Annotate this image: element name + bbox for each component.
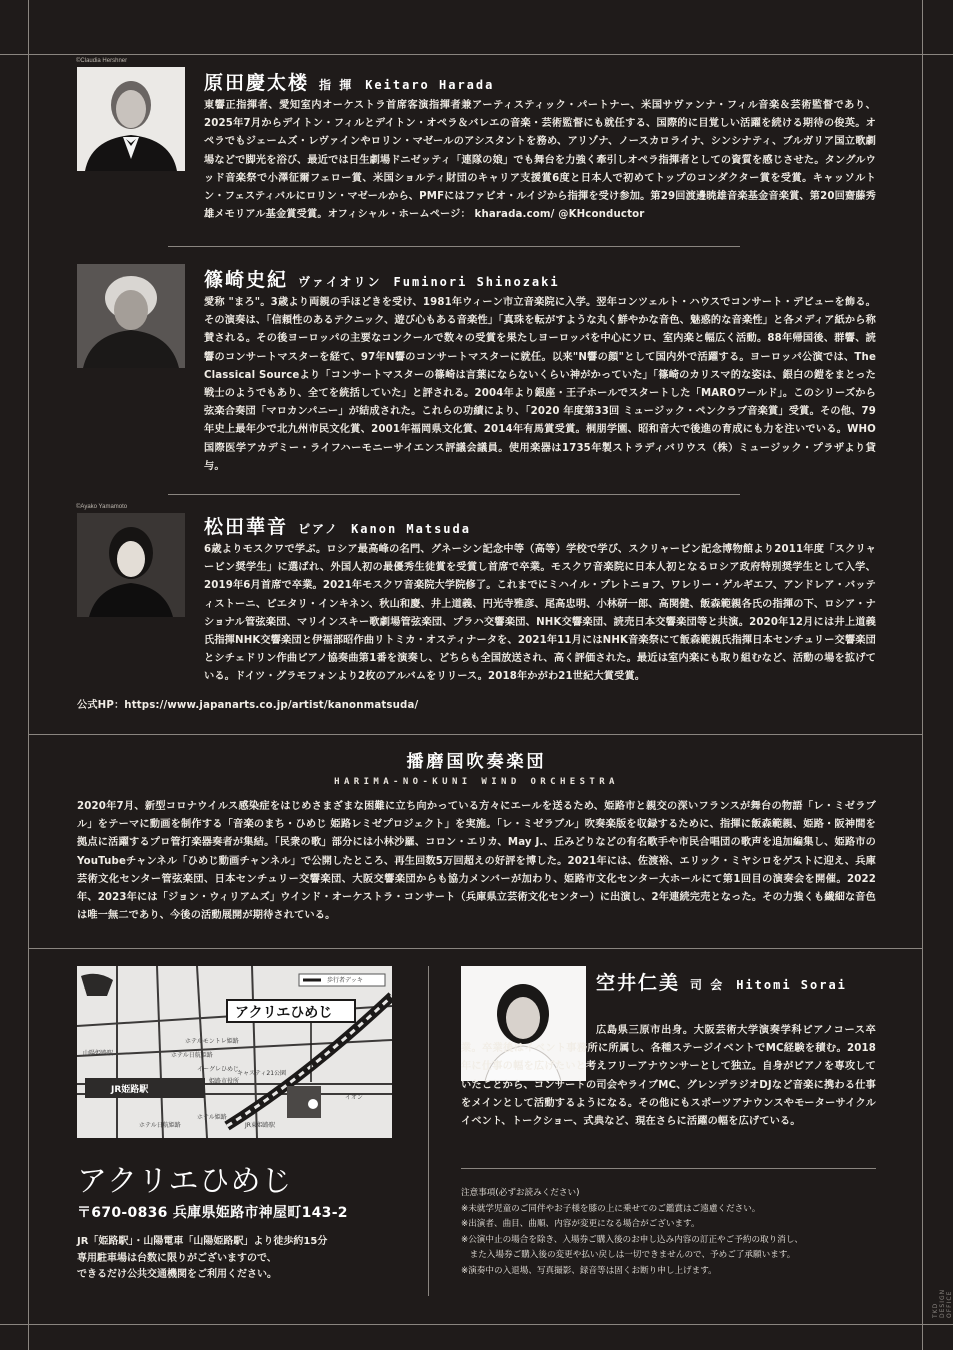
note-item: また入場券ご購入後の変更や払い戻しは一切できませんので、予めご了承願います。 <box>461 1250 796 1261</box>
name-ja: 松田華音 <box>204 516 289 538</box>
frame-line-right <box>922 0 923 1350</box>
performer-name-harada <box>204 68 494 95</box>
bio-matsuda: 6歳よりモスクワで学ぶ。ロシア最高峰の名門、グネーシン記念中等（高等）学校で学び、スクリャービン記念博物館より2011年度「スクリャービン奨学生」に選ばれ、外国人初の最優秀生徒賞を受賞し首席で卒業。モスクワ音楽院に日本人初となるロシア政府特別奨学生として入学、2019年6月首席で卒業。2021年モスクワ音楽院大学院修了。これまでにミハイル・プレトニョフ、ワレリー・ゲルギエフ、アンドレア・バッティストーニ、ピエタリ・インキネン、秋山和慶、井上道義、円光寺雅彦、尾高忠明、小林研一郎、高関健、飯森範親各氏の指揮の下、ロシア・ナショナル管弦楽団、マリインスキー歌劇場管弦楽団、プラハ交響楽団、NHK交響楽団、読売日本交響楽団等と共演。2020年12月には井上道義氏指揮NHK交響楽団と伊福部昭作曲リトミカ・オスティナータを、2021年11月にはNHK音楽祭にて飯森範親氏指揮日本センチュリー交響楽団とシチェドリン作曲ピアノ協奏曲第1番を演奏し、どちらも全国放送され、高く評価された。最近は室内楽にも取り組むなど、活動の場を拡げている。ドイツ・グラモフォンより2枚のアルバムをリリース。2018年かがわ21世紀大賞受賞。 <box>204 544 876 683</box>
venue-name: アクリエひめじ <box>77 1165 293 1198</box>
map-label: 姫路市役所 <box>209 1078 240 1085</box>
name-ja: 空井仁美 <box>596 972 681 994</box>
section-divider-5 <box>461 1168 876 1169</box>
performer-name-matsuda <box>204 512 471 539</box>
photo-credit-harada: ©Claudia Hershner <box>76 58 128 64</box>
venue-map <box>77 966 392 1138</box>
frame-line-top <box>0 54 953 55</box>
section-divider-1 <box>168 246 740 247</box>
bio-shinozaki: 愛称 "まろ"。3歳より両親の手ほどきを受け、1981年ウィーン市立音楽院に入学。翌年コンツェルト・ハウスでコンサート・デビューを飾る。その演奏は、「信頼性のあるテクニック、遊び心もある音楽性」「真珠を転がすような丸く鮮やかな音色、魅惑的な音楽性」と各メディア紙から称賛される。その後ヨーロッパの主要なコンクールで数々の受賞を果たしヨーロッパを中心にソロ、室内楽と幅広く活動。88年帰国後、群響、読響のコンサートマスターを経て、97年N響のコンサートマスターに就任。以来"N響の顔"として国内外で活躍する。ヨーロッパ公演では、The Classical Sourceより「コンサートマスターの篠崎は言葉にならないくらい神がかっていた」「篠崎のカリスマ的な姿は、銀白の鎧をまとった戦士のようでもあり、全てを統括していた」と評される。2004年より銀座・王子ホールでスタートした「MAROワールド」。このシリーズから弦楽合奏団「マロカンパニー」が結成された。これらの功績により、「2020 年度第33回 ミュージック・ペンクラブ音楽賞」受賞。その他、79年史上最年少で北九州市民文化賞、2001年福岡県文化賞、2014年有馬賞受賞。桐朋学園、昭和音大で後進の育成にも力を注いでいる。WHO国際医学アカデミー・ライフハーモニーサイエンス評議会議員。使用楽器は1735年製ストラディバリウス（株）ミュージック・プラザより貸与。 <box>204 297 876 472</box>
map-venue-label: アクリエひめじ <box>235 1005 333 1021</box>
note-item: ※公演中止の場合を除き、入場券ご購入後のお申し込み内容の訂正やご予約の取り消し、 <box>461 1234 804 1245</box>
column-divider <box>428 966 429 1296</box>
portrait-shinozaki <box>77 264 185 368</box>
notes-title: 注意事項(必ずお読みください) <box>461 1188 580 1198</box>
map-label: JR東姫路駅 <box>245 1122 275 1129</box>
map-label: ホテル姫路 <box>197 1114 227 1121</box>
section-divider-4 <box>28 948 922 949</box>
frame-line-bottom <box>0 1324 953 1325</box>
orchestra-bio: 2020年7月、新型コロナウイルス感染症をはじめさまざまな困難に立ち向かっている方々にエールを送るため、姫路市と親交の深いフランスが舞台の物語「レ・ミゼラブル」をテーマに動画を制作する「音楽のまち・ひめじ 姫路レミゼプロジェクト」を実施。「レ・ミゼラブル」吹奏楽版を収録するために、指揮に飯森範親、姫路・阪神間を拠点に活躍するプロ管打楽器奏者が集結。「民衆の歌」部分には小林沙羅、コロン・エリカ、May J.、丘みどりなどの有名歌手や市民合唱団の歌声を追加編集し、姫路市のYouTubeチャンネル「ひめじ動画チャンネル」で公開したところ、再生回数5万回超えの好評を博した。2021年には、佐渡裕、エリック・ミヤシロをゲストに迎え、兵庫芸術文化センター管弦楽団、日本センチュリー交響楽団、大阪交響楽団からも協力メンバーが加わり、姫路市文化センター大ホールにて第1回目の演奏会を開催。2022年、2023年には「ジョン・ウィリアムズ」ウインド・オーケストラ・コンサート（兵庫県立芸術文化センター）に出演し、2年連続完売となった。その力強くも繊細な音色は唯一無二であり、今後の活動展開が期待されている。 <box>77 801 876 922</box>
map-label: ホテルモントレ姫路 <box>185 1038 239 1045</box>
portrait-harada <box>77 67 185 171</box>
name-ja: 原田慶太楼 <box>204 72 310 94</box>
map-label: イーグレひめじ <box>197 1066 240 1073</box>
notes <box>461 1186 881 1280</box>
role: ヴァイオリン <box>298 275 382 289</box>
access-info <box>77 1234 327 1284</box>
section-divider-3 <box>28 734 922 735</box>
role: 指 揮 <box>319 78 354 92</box>
orchestra-name: 播磨国吹奏楽団 <box>406 752 547 772</box>
name-en: Keitaro Harada <box>365 78 495 92</box>
role: ピアノ <box>298 522 340 536</box>
photo-credit-matsuda: ©Ayako Yamamoto <box>76 504 128 510</box>
name-en: Kanon Matsuda <box>351 522 471 536</box>
note-item: ※出演者、曲目、曲順、内容が変更になる場合がございます。 <box>461 1219 700 1230</box>
map-legend: 歩行者デッキ <box>327 977 363 984</box>
host-name <box>596 968 847 995</box>
section-divider-2 <box>168 494 740 495</box>
map-label: イオン <box>345 1094 363 1101</box>
matsuda-website[interactable]: 公式HP：https://www.japanarts.co.jp/artist/kanonmatsuda/ <box>77 700 419 711</box>
host-bio-lead: 広島県三原市出身。大阪芸術大学演奏学科ピアノコース卒業。卒業後はイベント事務所に所属し、各種ステージイベントでMC経験を積む。2018年に仕事の幅を広げたいと考えフリーアナウンサーとして独立。自身がピアノを専攻していたことから、コンサートの司会やライブMC、グレンデラジオDJなど音楽に携わる仕事をメインとして活動するようになる。その他にもスポーツアナウンスやモーターサイクルイベント、トークショー、式典など、現在さらに活躍の幅を広げている。 <box>461 1025 876 1128</box>
name-ja: 篠崎史紀 <box>204 269 289 291</box>
frame-line-left <box>28 0 29 1350</box>
portrait-matsuda <box>77 513 185 617</box>
access-line: JR「姫路駅」・山陽電車「山陽姫路駅」より徒歩約15分 <box>77 1236 328 1247</box>
access-line: できるだけ公共交通機関をご利用ください。 <box>77 1269 277 1280</box>
access-line: 専用駐車場は台数に限りがございますので、 <box>77 1252 277 1264</box>
map-label: キャスティ21公園 <box>237 1070 287 1077</box>
map-label: 山陽姫路駅 <box>83 1050 114 1057</box>
map-label: ホテル日航姫路 <box>139 1122 181 1129</box>
name-en: Fuminori Shinozaki <box>393 275 560 289</box>
bio-harada: 東響正指揮者、愛知室内オーケストラ首席客演指揮者兼アーティスティック・パートナー、米国サヴァンナ・フィル音楽＆芸術監督であり、2025年7月からデイトン・フィルとデイトン・オペラ＆バレエの音楽・芸術監督にも就任する、国際的に目覚しい活躍を続ける期待の俊英。オペラでもジェームズ・レヴァインやロリン・マゼールのアシスタントを務め、アリゾナ、ノースカロライナ、シンシナティ、ブルガリア国立歌劇場などで脚光を浴び、最近では日生劇場ドニゼッティ「連隊の娘」でも舞台を力強く牽引しオペラ指揮者としての資質を感じさせた。タングルウッド音楽祭で小澤征爾フェロー賞、米国ショルティ財団のキャリア支援賞6度と日本人で初めてトップのコンダクター賞を受賞。キャッソルトン・フェスティバルにロリン・マゼールから、PMFにはファビオ・ルイジから指揮を受け参加。第29回渡邊暁雄音楽基金音楽賞、第20回齋藤秀雄メモリアル基金賞受賞。オフィシャル・ホームページ： kharada.com/ @KHconductor <box>204 100 876 221</box>
venue-address: 〒670-0836 兵庫県姫路市神屋町143-2 <box>77 1205 348 1221</box>
name-en: Hitomi Sorai <box>736 978 847 992</box>
design-credit: TKD DESIGN OFFICE <box>932 1288 953 1318</box>
role: 司 会 <box>690 978 725 992</box>
map-station-label: JR姫路駅 <box>111 1085 149 1095</box>
performer-name-shinozaki <box>204 265 560 292</box>
orchestra-name-en: HARIMA-NO-KUNI WIND ORCHESTRA <box>334 777 619 787</box>
map-label: ホテル日航姫路 <box>171 1052 213 1059</box>
note-item: ※演奏中の入退場、写真撮影、録音等は固くお断り申し上げます。 <box>461 1265 717 1276</box>
note-item: ※未就学児童のご同伴やお子様を膝の上に乗せてのご鑑賞はご遠慮ください。 <box>461 1203 761 1214</box>
